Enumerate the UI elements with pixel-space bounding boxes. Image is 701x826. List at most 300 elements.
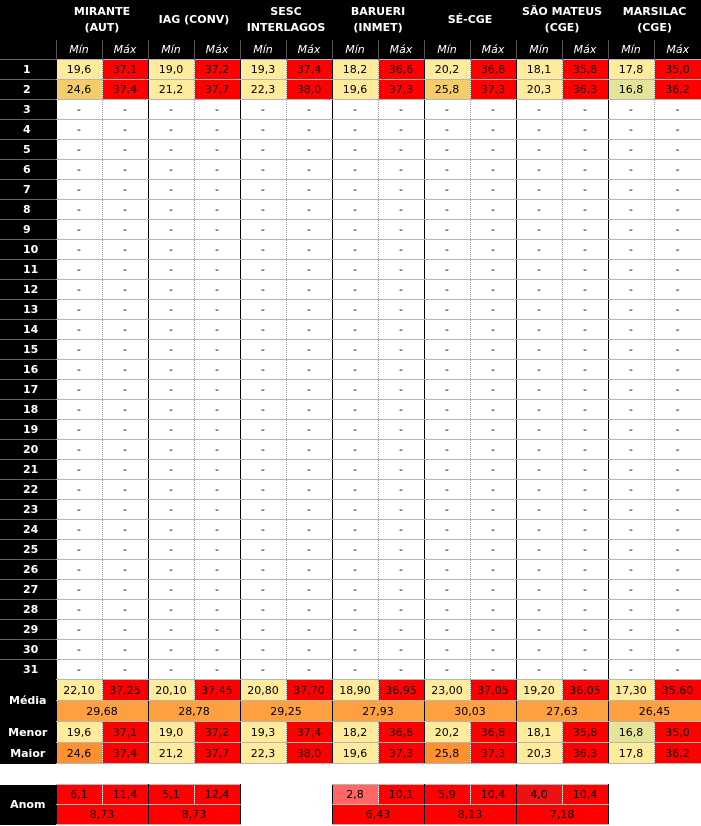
day-label: 26 [0, 560, 56, 580]
max-cell: - [654, 660, 701, 680]
max-cell: - [470, 640, 516, 660]
max-cell: - [562, 380, 608, 400]
max-cell: - [470, 620, 516, 640]
max-cell: - [654, 580, 701, 600]
max-cell: - [286, 120, 332, 140]
min-cell: - [240, 100, 286, 120]
table-row [0, 60, 701, 80]
min-cell: - [424, 560, 470, 580]
max-cell: 36,3 [562, 80, 608, 100]
min-cell: - [148, 240, 194, 260]
day-label: 7 [0, 180, 56, 200]
max-cell: - [378, 180, 424, 200]
min-cell: - [608, 240, 654, 260]
min-cell: - [516, 540, 562, 560]
max-cell: - [562, 400, 608, 420]
max-cell: - [654, 640, 701, 660]
max-cell: - [194, 280, 240, 300]
min-cell: 21,2 [148, 80, 194, 100]
max-cell: - [102, 580, 148, 600]
max-cell: - [378, 600, 424, 620]
min-cell: - [240, 420, 286, 440]
max-cell: - [286, 420, 332, 440]
station-header: MIRANTE (AUT) [56, 0, 148, 40]
table-row [0, 660, 701, 680]
min-cell: - [148, 580, 194, 600]
maior-min: 24,6 [56, 743, 102, 764]
max-cell: - [378, 540, 424, 560]
min-cell: - [240, 520, 286, 540]
max-cell: - [470, 380, 516, 400]
day-label: 25 [0, 540, 56, 560]
max-header: Máx [562, 40, 608, 60]
anom-min [608, 785, 654, 805]
max-cell: - [562, 120, 608, 140]
min-cell: - [516, 480, 562, 500]
min-cell: - [424, 360, 470, 380]
max-cell: - [286, 320, 332, 340]
min-cell: - [332, 120, 378, 140]
max-cell: - [286, 100, 332, 120]
max-cell: - [654, 320, 701, 340]
max-cell: - [286, 460, 332, 480]
max-cell: - [654, 140, 701, 160]
max-cell: - [470, 580, 516, 600]
min-cell: - [516, 260, 562, 280]
menor-min: 18,2 [332, 722, 378, 743]
table-row [0, 380, 701, 400]
menor-min: 20,2 [424, 722, 470, 743]
max-cell: - [286, 140, 332, 160]
min-cell: - [148, 600, 194, 620]
max-cell: - [286, 440, 332, 460]
min-cell: - [424, 540, 470, 560]
min-cell: - [332, 420, 378, 440]
max-cell: 36,8 [470, 60, 516, 80]
max-cell: - [470, 440, 516, 460]
max-cell: - [102, 540, 148, 560]
station-header: SÃO MATEUS (CGE) [516, 0, 608, 40]
max-cell: - [562, 420, 608, 440]
anom-avg-row [0, 805, 701, 825]
max-cell: - [102, 320, 148, 340]
min-cell: - [516, 500, 562, 520]
min-cell: - [240, 540, 286, 560]
min-cell: - [332, 300, 378, 320]
max-cell: - [470, 400, 516, 420]
max-cell: - [470, 660, 516, 680]
media-max: 37,70 [286, 680, 332, 701]
max-cell: 37,2 [194, 60, 240, 80]
min-cell: - [148, 340, 194, 360]
max-cell: - [378, 380, 424, 400]
anom-average: 8,73 [56, 805, 148, 825]
min-cell: - [56, 580, 102, 600]
media-max: 37,05 [470, 680, 516, 701]
anom-average [608, 805, 701, 825]
min-cell: - [148, 180, 194, 200]
min-cell: - [608, 340, 654, 360]
min-cell: - [148, 140, 194, 160]
table-row [0, 360, 701, 380]
max-cell: - [654, 280, 701, 300]
max-cell: - [286, 180, 332, 200]
min-header: Mín [608, 40, 654, 60]
min-cell: - [516, 320, 562, 340]
max-cell: - [102, 400, 148, 420]
max-cell: - [654, 120, 701, 140]
maior-row [0, 743, 701, 764]
max-cell: - [654, 440, 701, 460]
max-cell: - [194, 340, 240, 360]
min-cell: - [56, 180, 102, 200]
max-cell: 37,4 [102, 80, 148, 100]
min-cell: - [424, 640, 470, 660]
min-cell: - [516, 440, 562, 460]
menor-min: 19,3 [240, 722, 286, 743]
max-cell: - [102, 100, 148, 120]
min-cell: - [332, 500, 378, 520]
min-cell: - [56, 260, 102, 280]
min-cell: - [424, 440, 470, 460]
maior-max: 37,3 [378, 743, 424, 764]
max-cell: - [378, 620, 424, 640]
min-header: Mín [240, 40, 286, 60]
max-cell: 36,2 [654, 80, 701, 100]
min-cell: - [332, 200, 378, 220]
menor-min: 18,1 [516, 722, 562, 743]
max-cell: - [562, 260, 608, 280]
max-cell: - [654, 160, 701, 180]
media-min: 19,20 [516, 680, 562, 701]
max-cell: - [378, 500, 424, 520]
max-cell: - [470, 500, 516, 520]
table-row [0, 240, 701, 260]
min-cell: - [240, 560, 286, 580]
min-cell: - [240, 140, 286, 160]
min-cell: - [56, 140, 102, 160]
max-cell: - [194, 460, 240, 480]
anom-max [654, 785, 701, 805]
anom-min: 4,0 [516, 785, 562, 805]
menor-max: 36,6 [378, 722, 424, 743]
max-cell: - [102, 340, 148, 360]
max-cell: - [378, 160, 424, 180]
day-label: 22 [0, 480, 56, 500]
min-cell: - [148, 280, 194, 300]
table-row [0, 180, 701, 200]
max-cell: - [286, 620, 332, 640]
media-average: 29,25 [240, 701, 332, 722]
table-row [0, 400, 701, 420]
min-cell: - [332, 340, 378, 360]
media-max: 37,25 [102, 680, 148, 701]
min-cell: - [332, 520, 378, 540]
media-label: Média [0, 680, 56, 722]
min-cell: 16,8 [608, 80, 654, 100]
table-row [0, 300, 701, 320]
max-cell: - [102, 600, 148, 620]
min-cell: - [608, 560, 654, 580]
min-cell: 18,1 [516, 60, 562, 80]
max-cell: - [562, 660, 608, 680]
max-cell: - [470, 220, 516, 240]
max-cell: - [378, 640, 424, 660]
media-max: 36,95 [378, 680, 424, 701]
min-cell: - [424, 280, 470, 300]
max-cell: - [102, 460, 148, 480]
max-header: Máx [286, 40, 332, 60]
min-cell: - [148, 660, 194, 680]
max-cell: - [378, 340, 424, 360]
min-cell: - [608, 260, 654, 280]
table-row [0, 140, 701, 160]
min-cell: - [516, 180, 562, 200]
min-cell: - [608, 660, 654, 680]
max-cell: - [470, 120, 516, 140]
day-label: 28 [0, 600, 56, 620]
day-label: 30 [0, 640, 56, 660]
min-cell: - [424, 200, 470, 220]
anom-min: 5,9 [424, 785, 470, 805]
table-row [0, 440, 701, 460]
min-cell: - [608, 100, 654, 120]
min-cell: 19,3 [240, 60, 286, 80]
min-cell: - [148, 460, 194, 480]
min-cell: - [516, 100, 562, 120]
min-cell: - [516, 460, 562, 480]
max-cell: - [378, 220, 424, 240]
max-cell: - [654, 600, 701, 620]
min-cell: - [148, 440, 194, 460]
min-cell: - [56, 340, 102, 360]
min-cell: - [148, 100, 194, 120]
min-cell: - [148, 260, 194, 280]
max-cell: - [562, 100, 608, 120]
max-cell: 37,3 [470, 80, 516, 100]
media-min: 17,30 [608, 680, 654, 701]
max-cell: - [286, 600, 332, 620]
day-label: 5 [0, 140, 56, 160]
min-cell: - [240, 200, 286, 220]
max-cell: - [286, 260, 332, 280]
max-cell: - [562, 620, 608, 640]
media-average: 30,03 [424, 701, 516, 722]
table-row [0, 460, 701, 480]
min-cell: - [608, 640, 654, 660]
day-label: 6 [0, 160, 56, 180]
max-cell: - [102, 660, 148, 680]
max-cell: 35,0 [654, 60, 701, 80]
min-cell: - [332, 460, 378, 480]
min-cell: - [332, 620, 378, 640]
min-cell: - [608, 620, 654, 640]
min-cell: - [424, 420, 470, 440]
max-cell: - [470, 540, 516, 560]
min-cell: - [608, 540, 654, 560]
maior-label: Maior [0, 743, 56, 764]
min-cell: - [56, 540, 102, 560]
day-label: 24 [0, 520, 56, 540]
max-header: Máx [654, 40, 701, 60]
max-cell: - [654, 620, 701, 640]
min-cell: - [608, 280, 654, 300]
min-cell: - [608, 200, 654, 220]
day-label: 17 [0, 380, 56, 400]
menor-min: 19,6 [56, 722, 102, 743]
anom-average: 6,43 [332, 805, 424, 825]
max-cell: 37,1 [102, 60, 148, 80]
max-cell: - [286, 560, 332, 580]
min-cell: - [516, 420, 562, 440]
min-cell: - [424, 220, 470, 240]
day-label: 19 [0, 420, 56, 440]
min-cell: - [516, 240, 562, 260]
media-average: 28,78 [148, 701, 240, 722]
min-cell: - [332, 160, 378, 180]
max-cell: - [194, 440, 240, 460]
min-cell: - [424, 240, 470, 260]
max-cell: - [654, 240, 701, 260]
min-cell: - [56, 100, 102, 120]
max-cell: - [562, 440, 608, 460]
station-header: IAG (CONV) [148, 0, 240, 40]
min-cell: - [424, 120, 470, 140]
min-cell: - [424, 180, 470, 200]
min-cell: - [332, 540, 378, 560]
min-cell: - [240, 440, 286, 460]
table-row [0, 640, 701, 660]
min-cell: - [332, 600, 378, 620]
max-cell: - [654, 400, 701, 420]
min-cell: - [240, 620, 286, 640]
min-cell: - [56, 520, 102, 540]
table-row [0, 600, 701, 620]
anom-max: 10,4 [470, 785, 516, 805]
max-header: Máx [194, 40, 240, 60]
media-max: 37,45 [194, 680, 240, 701]
max-cell: - [378, 140, 424, 160]
table-row [0, 280, 701, 300]
max-cell: - [470, 560, 516, 580]
max-cell: - [562, 580, 608, 600]
max-cell: - [470, 200, 516, 220]
table-row [0, 420, 701, 440]
min-cell: - [424, 300, 470, 320]
max-cell: - [194, 600, 240, 620]
menor-max: 37,2 [194, 722, 240, 743]
max-cell: - [470, 240, 516, 260]
max-cell: - [102, 120, 148, 140]
min-cell: - [148, 420, 194, 440]
min-cell: - [56, 380, 102, 400]
max-cell: - [286, 480, 332, 500]
max-cell: - [470, 420, 516, 440]
max-cell: - [286, 540, 332, 560]
maior-max: 37,3 [470, 743, 516, 764]
menor-max: 37,1 [102, 722, 148, 743]
min-cell: - [240, 320, 286, 340]
min-cell: - [516, 580, 562, 600]
min-max-header-row [0, 40, 701, 60]
min-cell: 24,6 [56, 80, 102, 100]
station-header: SESC INTERLAGOS [240, 0, 332, 40]
max-cell: - [194, 380, 240, 400]
min-cell: 25,8 [424, 80, 470, 100]
max-cell: - [102, 560, 148, 580]
min-cell: - [240, 640, 286, 660]
max-cell: - [562, 160, 608, 180]
min-cell: - [148, 300, 194, 320]
min-header: Mín [424, 40, 470, 60]
max-cell: - [286, 240, 332, 260]
min-cell: - [608, 140, 654, 160]
max-cell: - [194, 180, 240, 200]
maior-min: 25,8 [424, 743, 470, 764]
min-cell: - [608, 380, 654, 400]
max-cell: - [286, 520, 332, 540]
min-cell: - [516, 520, 562, 540]
min-cell: - [148, 200, 194, 220]
max-cell: - [286, 360, 332, 380]
max-cell: - [470, 260, 516, 280]
min-cell: - [148, 640, 194, 660]
min-cell: - [608, 460, 654, 480]
min-cell: - [56, 620, 102, 640]
min-cell: - [56, 460, 102, 480]
table-row [0, 260, 701, 280]
min-header: Mín [516, 40, 562, 60]
max-cell: - [102, 520, 148, 540]
min-cell: - [56, 440, 102, 460]
max-cell: - [562, 220, 608, 240]
max-cell: - [562, 320, 608, 340]
max-cell: - [654, 180, 701, 200]
anomaly-table [0, 784, 701, 825]
min-cell: - [148, 540, 194, 560]
min-cell: - [516, 160, 562, 180]
max-cell: - [286, 300, 332, 320]
max-cell: - [378, 440, 424, 460]
min-cell: 20,3 [516, 80, 562, 100]
min-cell: - [516, 600, 562, 620]
max-cell: - [654, 420, 701, 440]
min-cell: - [332, 140, 378, 160]
corner-cell [0, 40, 56, 60]
min-cell: - [240, 160, 286, 180]
min-cell: 19,0 [148, 60, 194, 80]
maior-max: 36,3 [562, 743, 608, 764]
min-cell: - [608, 580, 654, 600]
max-cell: - [562, 540, 608, 560]
min-cell: - [56, 500, 102, 520]
max-cell: - [654, 500, 701, 520]
max-cell: - [286, 160, 332, 180]
max-cell: - [194, 640, 240, 660]
min-cell: - [608, 600, 654, 620]
max-cell: - [562, 600, 608, 620]
min-cell: - [332, 440, 378, 460]
min-cell: - [332, 480, 378, 500]
max-cell: - [286, 500, 332, 520]
max-cell: - [286, 640, 332, 660]
min-cell: - [332, 580, 378, 600]
min-cell: - [424, 400, 470, 420]
min-cell: - [148, 560, 194, 580]
min-cell: - [240, 460, 286, 480]
min-cell: - [424, 140, 470, 160]
max-cell: - [286, 580, 332, 600]
